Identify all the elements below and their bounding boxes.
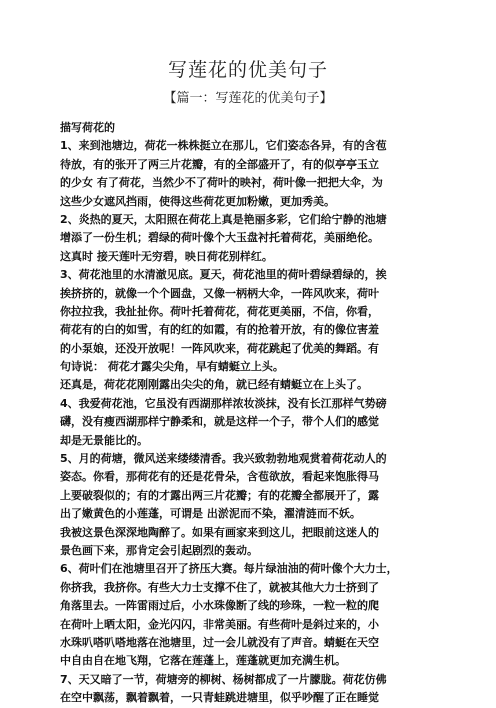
body-text-line: 的少女 有了荷花，当然少不了荷叶的映衬，荷叶像一把把大伞，为 (60, 176, 383, 190)
document-body (60, 119, 444, 708)
body-text-line: 1、来到池塘边，荷花一株株挺立在那儿，它们姿态各异，有的含苞 (60, 139, 387, 153)
body-text-line: 荷花有的白的如雪，有的红的如霞，有的抢着开放，有的像位害羞 (60, 323, 379, 337)
body-text-line: 出了嫩黄色的小莲蓬，可谓是 出淤泥而不染，濯清涟而不妖。 (60, 507, 361, 521)
body-text-line: 水珠叭嗒叭嗒地落在池塘里，过一会儿就没有了声音。蜻蜓在天空 (60, 635, 379, 649)
body-text-line: 上要破裂似的；有的才露出两三片花瓣；有的花瓣全都展开了，露 (60, 488, 379, 502)
body-text-line: 却是无景能比的。 (60, 433, 148, 447)
body-text-line: 描写荷花的 (60, 121, 115, 134)
body-text-line: 挨挤挤的，就像一个个圆盘，又像一柄柄大伞，一阵风吹来，荷叶 (60, 286, 379, 300)
body-text-line: 这真时 接天莲叶无穷碧，映日荷花别样红。 (60, 249, 273, 263)
body-text-line: 景色画下来，那肯定会引起剧烈的轰动。 (60, 543, 258, 557)
body-text-line: 的小泵娘，还没开放呢！一阵风吹来，荷花跳起了优美的舞蹈。有 (60, 341, 379, 355)
body-text-line: 待放，有的张开了两三片花瓣，有的全部盛开了，有的似亭亭玉立 (60, 157, 379, 171)
body-text-line: 4、我爱荷花池，它虽没有西湖那样浓妆淡抹，没有长江那样气势磅 (60, 396, 387, 410)
body-text-line: 中自由自在地飞翔，它落在莲蓬上，莲蓬就更加充满生机。 (60, 654, 346, 668)
body-text-line: 我被这景色深深地陶醉了。如果有画家来到这儿，把眼前这迷人的 (60, 525, 379, 539)
document-title: 写莲花的优美句子 (167, 59, 328, 81)
body-text-line: 在荷叶上晒太阳，金光闪闪，非常美丽。有些荷叶是斜过来的，小 (60, 617, 379, 631)
body-text-line: 6、荷叶们在池塘里召开了挤压大赛。每片绿油油的荷叶像个大力士， (60, 562, 398, 576)
body-text-line: 7、天又暗了一节，荷塘旁的柳树、杨树都成了一片朦胧。荷花仿佛 (60, 672, 387, 686)
body-text-line: 2、炎热的夏天，太阳照在荷花上真是艳丽多彩，它们给宁静的池塘 (60, 212, 387, 226)
body-text-line: 句诗说： 荷花才露尖尖角，早有蜻蜓立上头。 (60, 360, 284, 374)
body-text-line: 礴，没有瘦西湖那样宁静柔和，就是这样一个子，带个人们的感觉 (60, 415, 379, 429)
body-text-line: 角落里去。一阵雷雨过后，小水珠像断了线的珍珠，一粒一粒的爬 (60, 599, 379, 613)
body-text-line: 在空中飘荡，飘着飘着，一只青蛙跳进塘里，似乎吵醒了正在睡觉 (60, 691, 379, 705)
body-text-line: 你挤我，我挤你。有些大力士支撑不住了，就被其他大力士挤到了 (60, 580, 379, 594)
document-subtitle: 【篇一：写莲花的优美句子】 (163, 91, 333, 106)
body-text-line: 5、月的荷塘，微风送来缕缕清香。我兴致勃勃地观赏着荷花动人的 (60, 452, 387, 466)
body-text-line: 这些少女遮风挡雨，使得这些荷花更加粉嫩，更加秀美。 (60, 194, 335, 208)
body-text-line: 增添了一份生机；碧绿的荷叶像个大玉盘衬托着荷花，美丽绝伦。 (60, 231, 379, 245)
body-text-line: 3、荷花池里的水清澈见底。夏天，荷花池里的荷叶碧绿碧绿的，挨 (60, 268, 387, 282)
body-text-line: 姿态。你看，那荷花有的还是花骨朵，含苞欲放，看起来饱胀得马 (60, 470, 379, 484)
body-text-line: 还真是，荷花花刚刚露出尖尖的角，就已经有蜻蜓立在上头了。 (60, 378, 368, 392)
body-text-line: 你拉拉我，我扯扯你。荷叶托着荷花，荷花更美丽，不信，你看， (60, 304, 379, 318)
